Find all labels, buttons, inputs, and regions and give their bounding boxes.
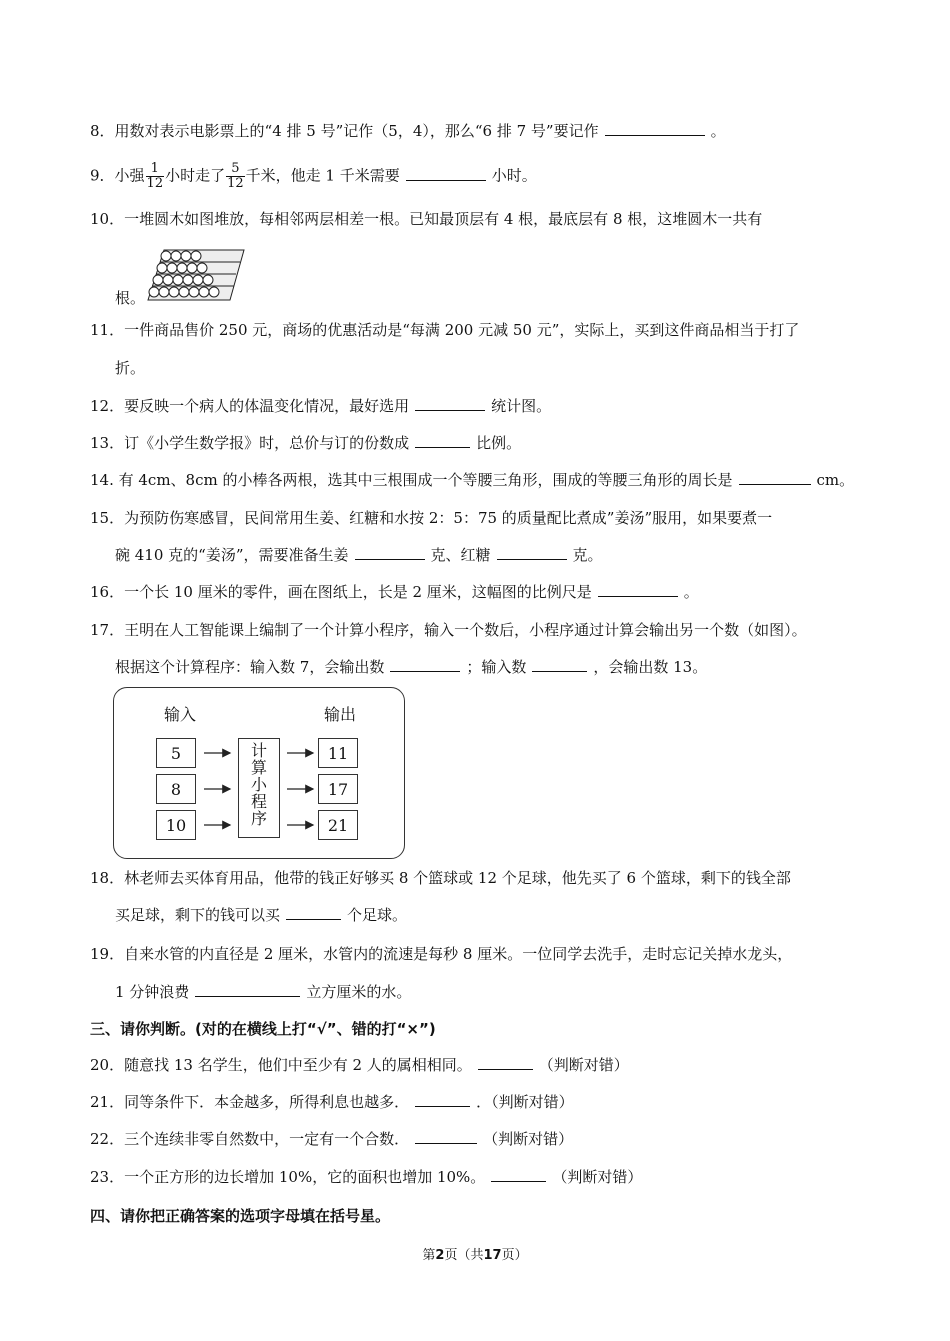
question-19-cont <box>115 982 411 1002</box>
output-box: 11 <box>318 738 358 768</box>
q20-end: （判断对错） <box>538 1056 629 1074</box>
q14-answer-blank[interactable] <box>739 470 811 485</box>
q16-end: 。 <box>683 583 699 601</box>
q8-text: 8．用数对表示电影票上的“4 排 5 号”记作（5，4），那么“6 排 7 号”要记作 <box>90 122 599 140</box>
question-18-cont <box>115 905 407 925</box>
question-15-cont <box>115 545 603 565</box>
question-20 <box>90 1055 629 1075</box>
q13-text: 13．订《小学生数学报》时，总价与订的份数成 <box>90 434 410 452</box>
q18-end: 个足球。 <box>347 906 408 924</box>
q19-text-b: 1 分钟浪费 <box>115 983 190 1001</box>
q17-end: ，会输出数 13。 <box>593 658 708 676</box>
q11-text: 11．一件商品售价 250 元，商场的优惠活动是“每满 200 元减 50 元”，实际上，买到这件商品相当于打了 <box>90 321 800 339</box>
q23-text: 23．一个正方形的边长增加 10%，它的面积也增加 10%。 <box>90 1168 486 1186</box>
q21-answer-blank[interactable] <box>415 1092 470 1107</box>
q17-text-c: ；输入数 <box>466 658 527 676</box>
question-23 <box>90 1167 642 1187</box>
q20-text: 20．随意找 13 名学生，他们中至少有 2 人的属相相同。 <box>90 1056 472 1074</box>
q8-end: 。 <box>710 122 726 140</box>
q9-text-b: 小时走了 <box>165 166 226 185</box>
question-9 <box>90 162 537 191</box>
frac-den: 12 <box>146 176 164 191</box>
input-box: 8 <box>156 774 196 804</box>
q17-text: 17．王明在人工智能课上编制了一个计算小程序，输入一个数后，小程序通过计算会输出另一个数（如图）。 <box>90 621 807 639</box>
q9-text-a: 9．小强 <box>90 166 145 185</box>
q13-end: 比例。 <box>476 434 522 452</box>
footer-post: 页） <box>501 1248 528 1263</box>
output-box: 21 <box>318 810 358 840</box>
q17-output-blank[interactable] <box>390 657 460 672</box>
section-4-heading: 四、请你把正确答案的选项字母填在括号星。 <box>90 1207 391 1225</box>
q12-end: 统计图。 <box>491 397 552 415</box>
fraction-1-12 <box>146 162 165 191</box>
q21-text: 21．同等条件下．本金越多，所得利息也越多． <box>90 1093 410 1111</box>
q12-text: 12．要反映一个病人的体温变化情况，最好选用 <box>90 397 410 415</box>
question-19 <box>90 944 792 964</box>
q9-text-c: 千米，他走 1 千米需要 <box>245 166 400 185</box>
q9-answer-blank[interactable] <box>406 166 486 181</box>
question-16 <box>90 582 699 602</box>
question-18 <box>90 868 791 888</box>
q18-text: 18．林老师去买体育用品，他带的钱正好够买 8 个篮球或 12 个足球，他先买了 6 个篮球，剩下的钱全部 <box>90 869 791 887</box>
q18-answer-blank[interactable] <box>286 905 341 920</box>
q16-answer-blank[interactable] <box>598 582 678 597</box>
q22-answer-blank[interactable] <box>415 1129 477 1144</box>
arrows <box>114 688 404 858</box>
q15-text-b: 碗 410 克的“姜汤”，需要准备生姜 <box>115 546 349 564</box>
question-13 <box>90 433 521 453</box>
q11-end: 折。 <box>115 359 146 377</box>
q22-end: （判断对错） <box>483 1130 574 1148</box>
q12-answer-blank[interactable] <box>415 396 485 411</box>
fraction-5-12 <box>226 162 245 191</box>
q19-end: 立方厘米的水。 <box>306 983 412 1001</box>
question-12 <box>90 396 551 416</box>
q15-end: 克。 <box>572 546 603 564</box>
frac-den: 12 <box>227 176 244 191</box>
question-15 <box>90 508 772 528</box>
input-box: 10 <box>156 810 196 840</box>
question-8 <box>90 121 726 141</box>
q13-answer-blank[interactable] <box>415 433 470 448</box>
q14-end: cm。 <box>816 471 855 489</box>
log-pile-image <box>146 242 246 304</box>
q15-ginger-blank[interactable] <box>355 545 425 560</box>
question-17-cont <box>115 657 707 677</box>
question-17 <box>90 620 807 640</box>
q18-text-b: 买足球，剩下的钱可以买 <box>115 906 281 924</box>
q17-text-b: 根据这个计算程序：输入数 7，会输出数 <box>115 658 385 676</box>
q19-text: 19．自来水管的内直径是 2 厘米，水管内的流速是每秒 8 厘米。一位同学去洗手，走时忘记关掉水龙头， <box>90 945 793 963</box>
question-11 <box>90 320 799 340</box>
q22-text: 22．三个连续非零自然数中，一定有一个合数． <box>90 1130 410 1148</box>
q15-text-c: 克、红糖 <box>430 546 491 564</box>
q20-answer-blank[interactable] <box>478 1055 533 1070</box>
footer-page-number: 2 <box>435 1248 445 1263</box>
question-22 <box>90 1129 573 1149</box>
page-footer <box>0 1244 950 1263</box>
q15-text: 15．为预防伤寒感冒，民间常用生姜、红糖和水按 2：5：75 的质量配比煮成”姜汤”服用，如果要煮一 <box>90 509 773 527</box>
q9-end: 小时。 <box>491 166 537 185</box>
frac-num: 1 <box>146 162 165 177</box>
q8-answer-blank[interactable] <box>605 121 705 136</box>
q10-text: 10．一堆圆木如图堆放，每相邻两层相差一根。已知最顶层有 4 根，最底层有 8 根，这堆圆木一共有 <box>90 210 763 228</box>
section-3-heading: 三、请你判断。(对的在横线上打“√”、错的打“×”) <box>90 1020 436 1038</box>
q23-answer-blank[interactable] <box>491 1167 546 1182</box>
footer-total-pages: 17 <box>483 1248 502 1263</box>
calc-program-diagram <box>113 687 405 859</box>
frac-num: 5 <box>226 162 245 177</box>
footer-mid: 页（共 <box>444 1248 484 1263</box>
input-box: 5 <box>156 738 196 768</box>
output-box: 17 <box>318 774 358 804</box>
input-label: 输入 <box>164 705 197 724</box>
question-14 <box>90 470 854 490</box>
q17-input-blank[interactable] <box>532 657 587 672</box>
output-label: 输出 <box>324 705 357 724</box>
question-21 <box>90 1092 574 1112</box>
q21-end: ．（判断对错） <box>476 1093 574 1111</box>
question-11-cont <box>115 358 145 378</box>
q16-text: 16．一个长 10 厘米的零件，画在图纸上，长是 2 厘米，这幅图的比例尺是 <box>90 583 592 601</box>
q14-text: 14. 有 4cm、8cm 的小棒各两根，选其中三根围成一个等腰三角形，围成的等腰三角形的周长是 <box>90 471 733 489</box>
footer-pre: 第 <box>422 1248 436 1263</box>
q15-sugar-blank[interactable] <box>497 545 567 560</box>
q19-answer-blank[interactable] <box>195 982 300 997</box>
program-label: 计算小程序 <box>250 741 267 828</box>
question-10 <box>90 209 762 229</box>
q10-end: 根。 <box>115 289 146 307</box>
q23-end: （判断对错） <box>552 1168 643 1186</box>
question-10-cont <box>115 288 145 308</box>
